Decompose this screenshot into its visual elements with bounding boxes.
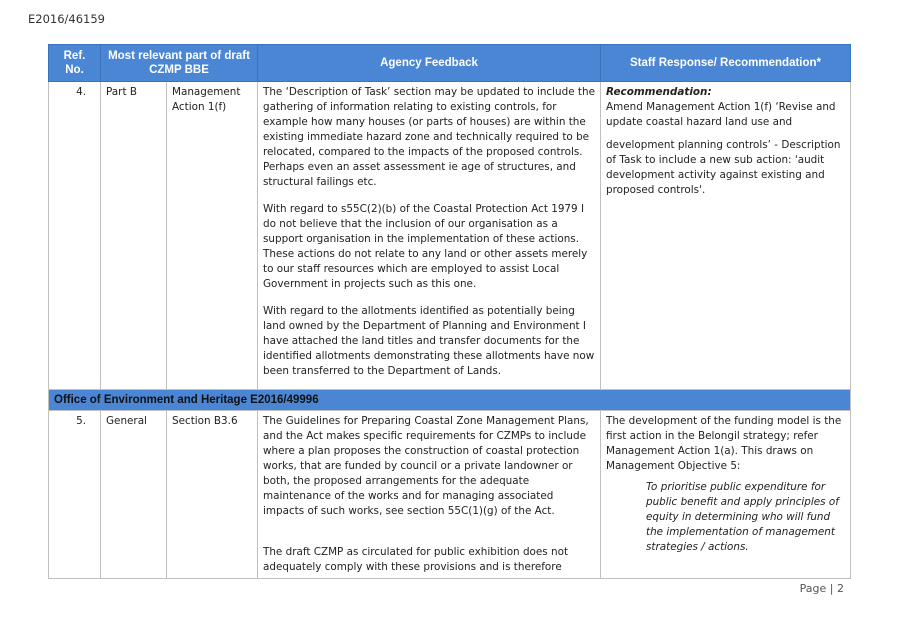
page-number: Page | 2 bbox=[799, 582, 844, 595]
agency-feedback-cell bbox=[258, 411, 601, 579]
row-number: 4. bbox=[49, 82, 101, 390]
table-row bbox=[49, 411, 851, 579]
feedback-paragraph: With regard to s55C(2)(b) of the Coastal Protection Act 1979 I do not believe that the inclusion of our organisation as a support organisation in the implementation of these actions. These actions do not relate to any land or other assets merely to our staff resources which are employed to assist Local Government in projects such as this one. bbox=[263, 203, 588, 290]
feedback-paragraph: With regard to the allotments identified as potentially being land owned by the Department of Planning and Environment I have attached the land titles and transfer documents for the identified allotments demonstrating these allotments have now been transferred to the Department of Lands. bbox=[263, 305, 595, 377]
row-part: General bbox=[101, 411, 167, 579]
response-quote: To prioritise public expenditure for public benefit and apply principles of equity in determining who will fund the implementation of management strategies / actions. bbox=[646, 481, 839, 553]
header-row bbox=[49, 45, 851, 82]
table-row bbox=[49, 82, 851, 390]
row-section: Management Action 1(f) bbox=[167, 82, 258, 390]
header-ref: Ref. No. bbox=[49, 45, 101, 82]
header-part: Most relevant part of draft CZMP BBE bbox=[101, 45, 258, 82]
header-feedback: Agency Feedback bbox=[258, 45, 601, 82]
agency-feedback-cell bbox=[258, 82, 601, 390]
section-header-row bbox=[49, 390, 851, 411]
recommendation-label: Recommendation: bbox=[606, 86, 712, 98]
row-part: Part B bbox=[101, 82, 167, 390]
row-section: Section B3.6 bbox=[167, 411, 258, 579]
recommendation-text: Amend Management Action 1(f) ‘Revise and update coastal hazard land use and bbox=[606, 101, 836, 128]
section-title: Office of Environment and Heritage E2016/49996 bbox=[49, 390, 851, 411]
feedback-paragraph: The ‘Description of Task’ section may be updated to include the gathering of information relating to existing controls, for example how many houses (or parts of houses) are within the existing immediate hazard zone and technically required to be relocated, compared to the impacts of the proposed controls. Perhaps even an asset assessment ie age of structures, and structural failings etc. bbox=[263, 86, 595, 188]
header-response: Staff Response/ Recommendation* bbox=[601, 45, 851, 82]
staff-response-cell bbox=[601, 411, 851, 579]
recommendation-text: development planning controls’ - Description of Task to include a new sub action: 'audit development activity against existing and proposed controls'. bbox=[606, 139, 841, 196]
feedback-paragraph: The draft CZMP as circulated for public exhibition does not adequately comply with these provisions and is therefore bbox=[263, 546, 569, 573]
feedback-table bbox=[48, 44, 851, 579]
response-text: The development of the funding model is the first action in the Belongil strategy; refer Management Action 1(a). This draws on Management Objective 5: bbox=[606, 415, 842, 472]
row-number: 5. bbox=[49, 411, 101, 579]
staff-response-cell bbox=[601, 82, 851, 390]
document-reference: E2016/46159 bbox=[28, 12, 105, 26]
feedback-paragraph: The Guidelines for Preparing Coastal Zone Management Plans, and the Act makes specific requirements for CZMPs to include where a plan proposes the construction of coastal protection works, that are funded by council or a private landowner or both, the proposed arrangements for the adequate maintenance of the works and for managing associated impacts of such works, see section 55C(1)(g) of the Act. bbox=[263, 415, 589, 517]
